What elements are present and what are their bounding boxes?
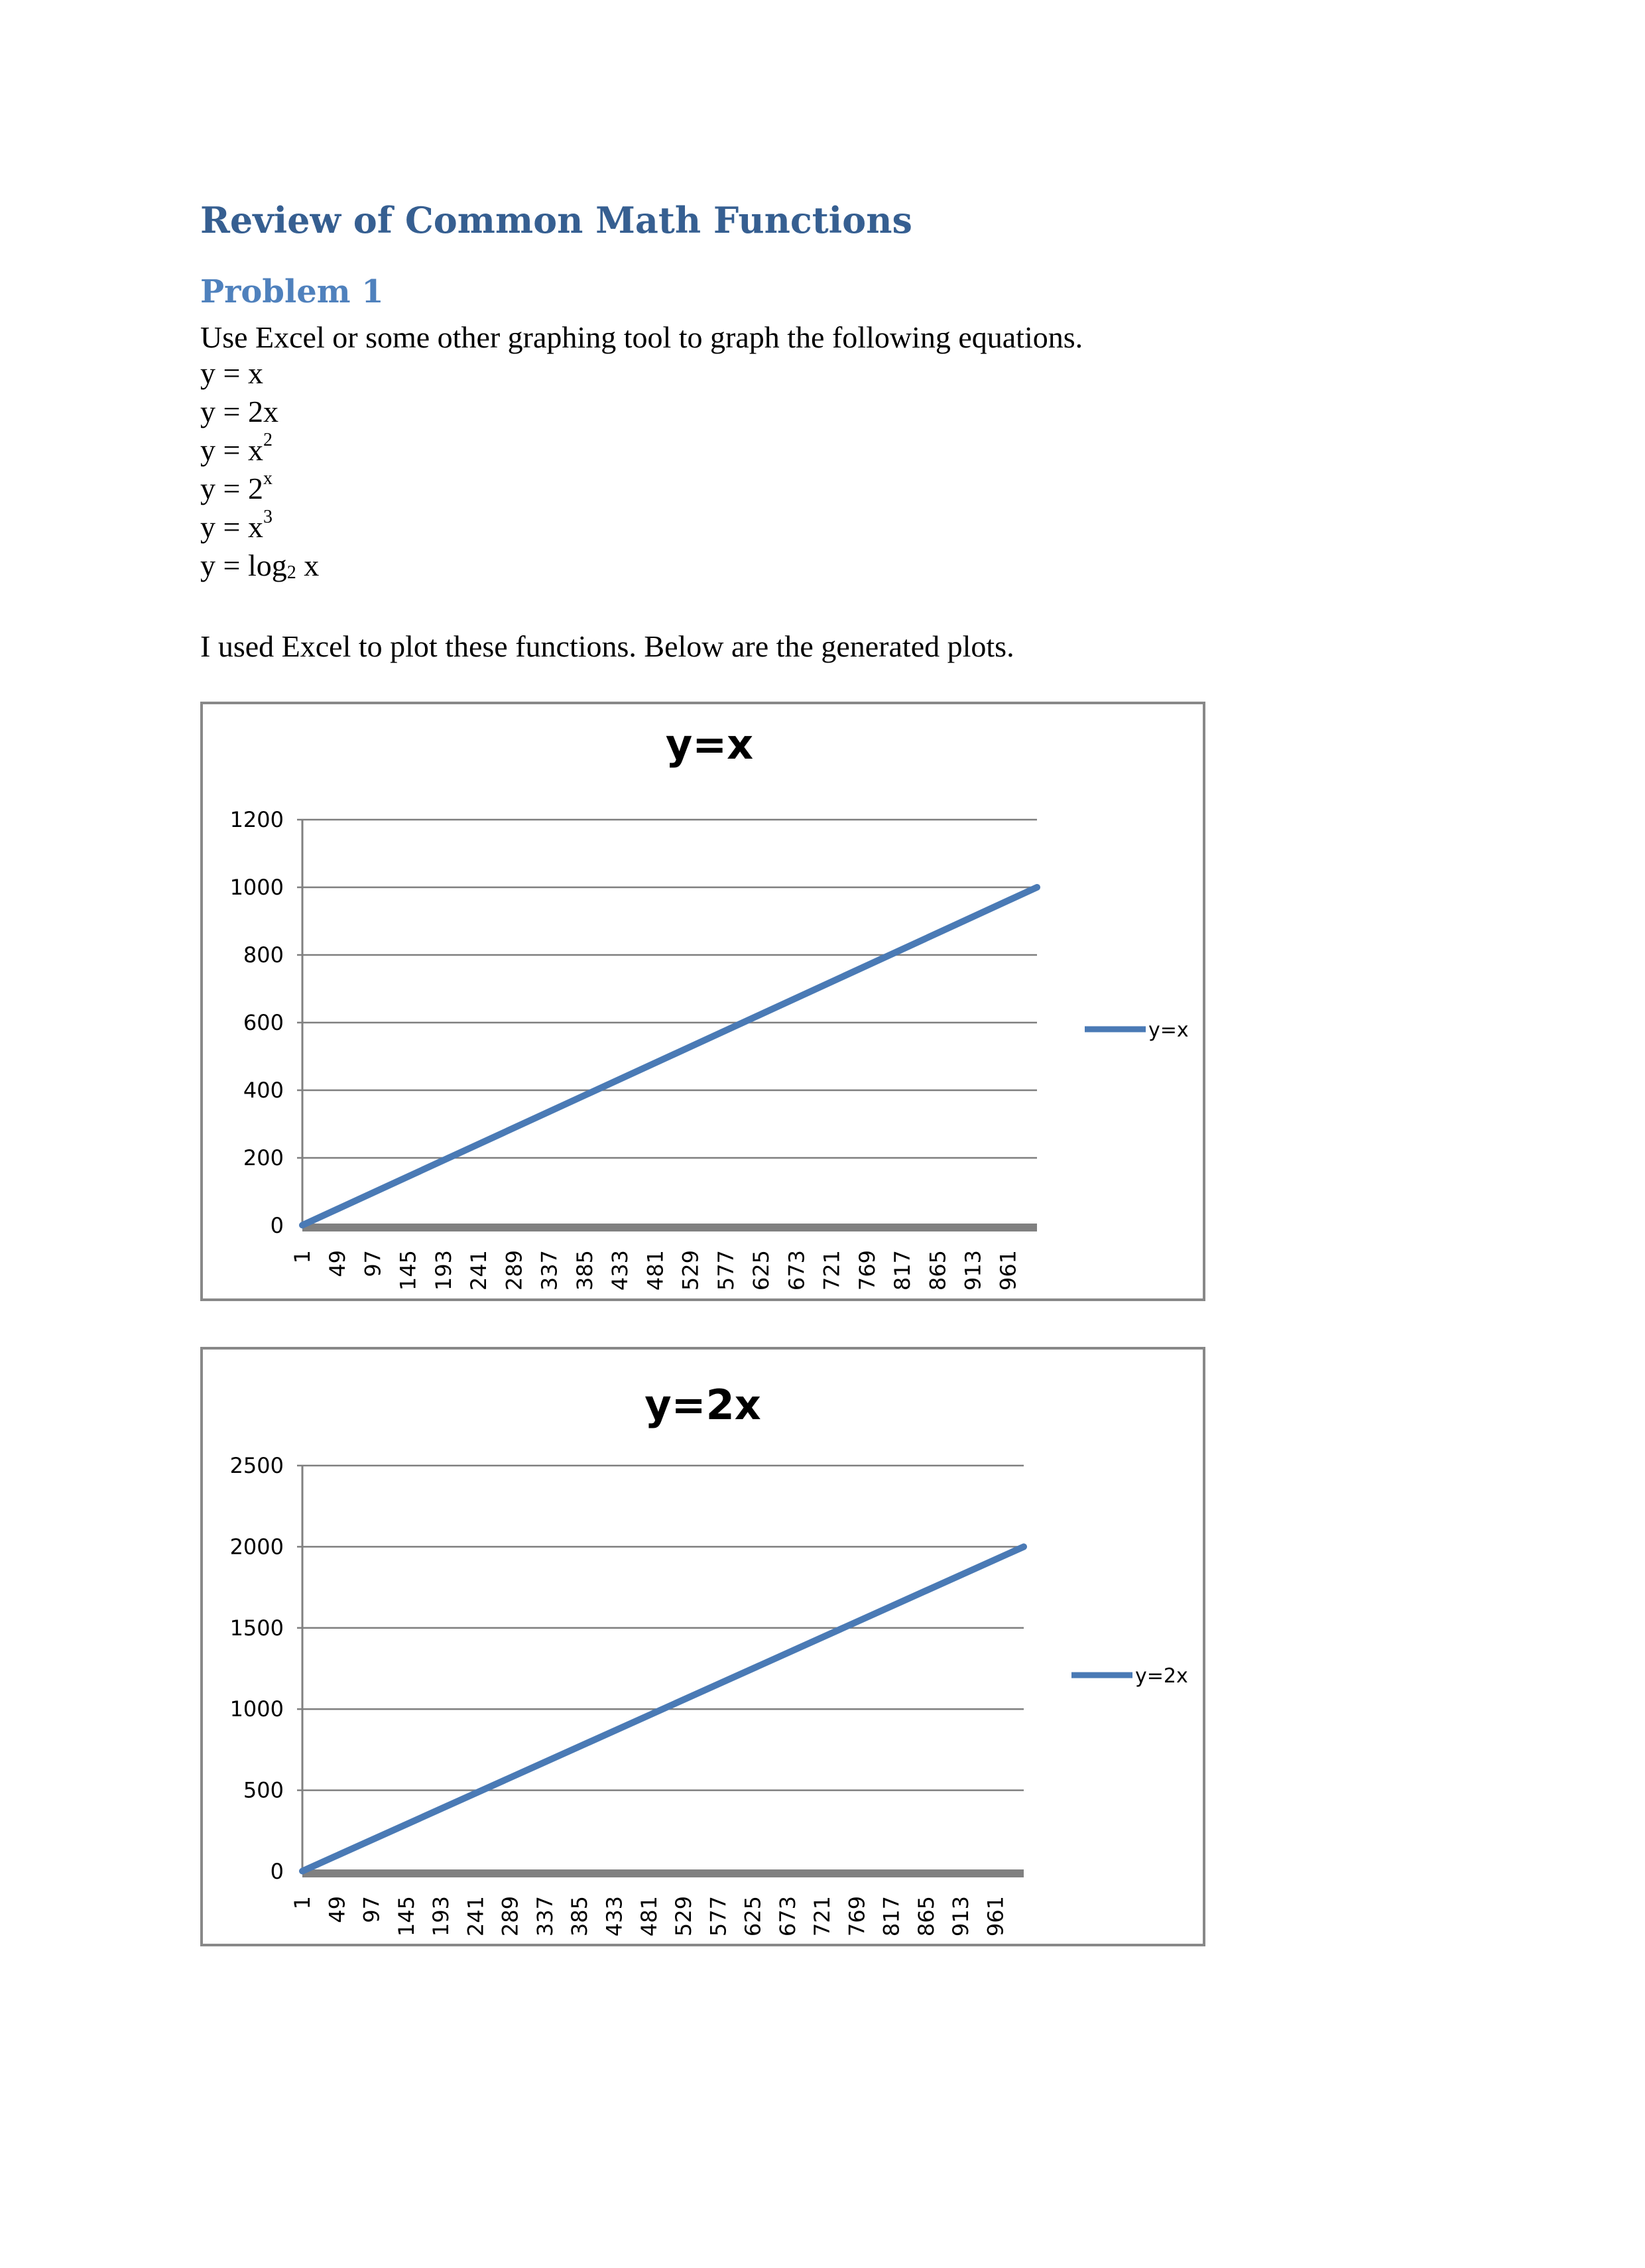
x-tick-label: 289 — [497, 1896, 523, 1937]
y-tick-label: 1000 — [229, 1696, 284, 1722]
y-tick-label: 1500 — [229, 1615, 284, 1641]
x-tick-label: 721 — [819, 1250, 845, 1291]
y-tick-label: 1000 — [229, 875, 284, 900]
x-tick-label: 481 — [636, 1896, 662, 1937]
legend-label: y=2x — [1135, 1665, 1188, 1688]
x-tick-label: 1 — [290, 1896, 315, 1910]
equation-item: $y = x^3$ — [200, 507, 273, 544]
y-tick-label: 800 — [243, 942, 284, 968]
x-tick-label: 625 — [749, 1250, 774, 1291]
x-tick-label: 577 — [713, 1250, 739, 1291]
x-tick-label: 433 — [607, 1250, 633, 1291]
y-tick-label: 200 — [243, 1145, 284, 1170]
x-tick-label: 769 — [854, 1250, 880, 1291]
x-tick-label: 337 — [536, 1250, 562, 1291]
equation-item: $y = \log_2 x$ — [200, 548, 320, 583]
x-tick-label: 721 — [810, 1896, 835, 1937]
x-tick-label: 817 — [879, 1896, 904, 1937]
x-tick-label: 49 — [325, 1250, 351, 1277]
chart-y-equals-2x — [200, 1347, 1205, 1946]
x-tick-label: 673 — [774, 1896, 800, 1937]
x-tick-label: 817 — [890, 1250, 916, 1291]
problem-heading: Problem 1 — [200, 273, 384, 310]
x-tick-label: 97 — [359, 1896, 385, 1923]
x-tick-label: 961 — [983, 1896, 1008, 1937]
y-tick-label: 2000 — [229, 1534, 284, 1560]
x-tick-label: 385 — [572, 1250, 597, 1291]
y-tick-label: 600 — [243, 1010, 284, 1035]
x-tick-label: 529 — [671, 1896, 697, 1937]
x-tick-label: 241 — [463, 1896, 489, 1937]
y-tick-label: 0 — [270, 1859, 284, 1884]
x-tick-label: 241 — [466, 1250, 492, 1291]
instruction-text: Use Excel or some other graphing tool to graph the following equations. — [200, 320, 1083, 354]
x-tick-label: 481 — [642, 1250, 668, 1291]
x-tick-label: 865 — [925, 1250, 951, 1291]
x-tick-label: 433 — [601, 1896, 627, 1937]
x-tick-label: 145 — [393, 1896, 419, 1937]
chart-y-equals-2x-svg — [203, 1350, 1203, 1944]
x-tick-label: 289 — [501, 1250, 527, 1291]
equation-item: y = 2x — [200, 395, 278, 428]
document-title: Review of Common Math Functions — [200, 199, 912, 241]
x-tick-label: 865 — [913, 1896, 939, 1937]
x-tick-label: 193 — [428, 1896, 454, 1937]
x-tick-label: 145 — [395, 1250, 421, 1291]
x-tick-label: 577 — [705, 1896, 731, 1937]
y-tick-label: 0 — [270, 1213, 284, 1238]
y-tick-label: 400 — [243, 1078, 284, 1103]
note-text: I used Excel to plot these functions. Below are the generated plots. — [200, 629, 1014, 663]
legend-label: y=x — [1148, 1019, 1189, 1042]
chart-y-equals-x-svg — [203, 704, 1203, 1298]
series-line — [302, 887, 1037, 1225]
x-tick-label: 49 — [324, 1896, 350, 1923]
y-tick-label: 500 — [243, 1777, 284, 1803]
y-tick-label: 2500 — [229, 1453, 284, 1478]
equation-item: $y = x^2$ — [200, 430, 273, 467]
x-tick-label: 97 — [360, 1250, 386, 1277]
x-tick-label: 337 — [532, 1896, 558, 1937]
x-tick-label: 673 — [784, 1250, 810, 1291]
equation-list — [200, 354, 319, 585]
equation-item: y = x — [200, 356, 263, 390]
x-tick-label: 385 — [567, 1896, 593, 1937]
x-tick-label: 625 — [740, 1896, 766, 1937]
chart-title: y=x — [665, 720, 754, 769]
chart-title: y=2x — [644, 1381, 761, 1429]
x-tick-label: 961 — [995, 1250, 1021, 1291]
x-tick-label: 529 — [678, 1250, 703, 1291]
x-tick-label: 769 — [844, 1896, 870, 1937]
x-tick-label: 913 — [960, 1250, 986, 1291]
x-tick-label: 1 — [290, 1250, 315, 1264]
equation-item: $y = 2^x$ — [200, 468, 273, 505]
x-tick-label: 913 — [948, 1896, 974, 1937]
x-tick-label: 193 — [430, 1250, 456, 1291]
chart-y-equals-x — [200, 702, 1205, 1301]
y-tick-label: 1200 — [229, 807, 284, 832]
